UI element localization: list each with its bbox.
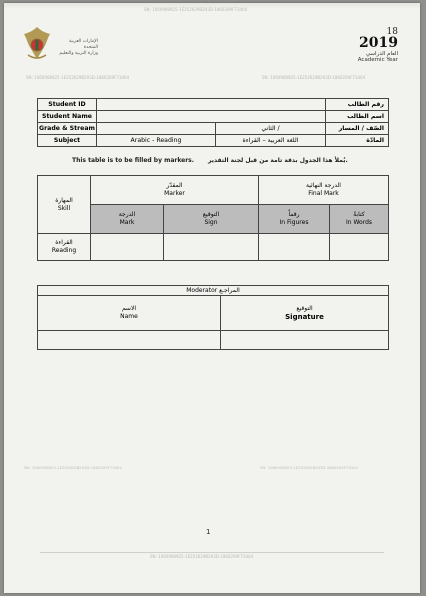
markers-note-ar: يُملأ هذا الجدول بدقة تامة من قبل لجنة التقدير. (208, 157, 348, 164)
uae-emblem-icon (22, 25, 52, 61)
markers-note-en: This table is to be filled by markers. (72, 157, 195, 164)
name-header-ar: الاسم (121, 305, 137, 312)
subject-label: Subject (38, 135, 97, 147)
table-row (38, 123, 389, 135)
table-row (38, 296, 389, 331)
in-words-header-ar: كتابةً (353, 211, 365, 218)
reading-words-field[interactable] (330, 234, 389, 261)
grade-stream-value-en[interactable] (97, 123, 216, 135)
reading-figures-field[interactable] (259, 234, 330, 261)
moderator-header (38, 286, 389, 296)
table-row (38, 234, 389, 261)
watermark-bottom-right: SN: 1060908925-1E252629B293D-1860209F73404 (260, 465, 358, 470)
reading-label-ar: القراءة (55, 239, 73, 246)
watermark-right-1: SN: 1060908925-1E252629B293D-1860209F73404 (262, 75, 366, 80)
watermark-top: SN: 1060908925-1E252629B293D-1860209F73404 (144, 7, 248, 12)
mark-column-header (91, 205, 164, 234)
table-row (38, 99, 389, 111)
signature-header-ar: التوقيع (296, 305, 313, 312)
final-mark-header-en: Final Mark (308, 190, 339, 197)
reading-skill-cell (38, 234, 91, 261)
table-row (38, 111, 389, 123)
skill-header-ar: المهارة (55, 196, 73, 204)
sign-header-en: Sign (204, 219, 218, 226)
student-id-label: Student ID (38, 99, 97, 111)
in-words-header-en: In Words (345, 219, 373, 226)
moderator-name-field[interactable] (38, 331, 221, 350)
sign-column-header (164, 205, 259, 234)
student-name-label-ar: اسم الطالب (326, 111, 389, 123)
footer-divider (40, 552, 384, 553)
moderator-header-ar: المراجـع (219, 286, 240, 294)
page-number: 1 (206, 528, 211, 536)
subject-label-ar: المادّة (326, 135, 389, 147)
skill-header-en: Skill (57, 204, 71, 212)
academic-year-en: Academic Year (357, 57, 398, 63)
table-row (38, 176, 389, 205)
ministry-line-1: الإمارات العربية المتحدة (69, 39, 98, 50)
marker-header-ar: المقدّر (166, 182, 183, 189)
grade-stream-label-ar: الصّف / المسار (326, 123, 389, 135)
student-name-field[interactable] (97, 111, 326, 123)
reading-sign-field[interactable] (164, 234, 259, 261)
academic-year-box (358, 27, 398, 63)
student-id-field[interactable] (97, 99, 326, 111)
exam-sheet (4, 3, 420, 593)
name-header-en: Name (120, 313, 138, 320)
skill-header (38, 176, 91, 234)
grade-stream-value-ar[interactable]: الثاني / (216, 123, 326, 135)
final-mark-header (259, 176, 389, 205)
moderator-table (37, 285, 389, 350)
in-figures-header-en: In Figures (279, 219, 309, 226)
student-id-label-ar: رقم الطالب (326, 99, 389, 111)
moderator-signature-field[interactable] (221, 331, 389, 350)
marker-header-en: Marker (164, 190, 185, 197)
marker-header (91, 176, 259, 205)
student-info-table (37, 98, 389, 147)
sign-header-ar: التوقيع (202, 211, 220, 218)
reading-label-en: Reading (51, 247, 77, 254)
mark-header-en: Mark (119, 219, 135, 226)
subject-value-en: Arabic - Reading (97, 135, 216, 147)
year: 2019 (359, 35, 398, 51)
ministry-name (54, 39, 98, 57)
subject-value-ar: اللغة العربية – القراءة (216, 135, 326, 147)
in-figures-header-ar: رقماً (288, 211, 300, 218)
mark-header-ar: الدرجة (118, 211, 136, 218)
watermark-left-1: SN: 1060908925-1E252629B293D-1860209F73404 (26, 75, 130, 80)
signature-header-en: Signature (285, 313, 324, 321)
signature-column-header (221, 296, 389, 331)
academic-year-ar: العام الدراسي (365, 51, 398, 57)
watermark-footer: SN: 1060908925-1E252629B293D-1860209F73404 (150, 554, 254, 559)
ministry-line-2: وزارة التربية والتعليم (59, 51, 98, 56)
reading-mark-field[interactable] (91, 234, 164, 261)
student-name-label: Student Name (38, 111, 97, 123)
year-prefix: 18 (386, 27, 398, 37)
grade-stream-label: Grade & Stream (38, 123, 97, 135)
table-row (38, 286, 389, 296)
name-column-header (38, 296, 221, 331)
in-words-column-header (330, 205, 389, 234)
moderator-header-en: Moderator (186, 286, 218, 294)
table-row (38, 135, 389, 147)
table-row (38, 205, 389, 234)
final-mark-header-ar: الدرجة النهائية (306, 182, 341, 189)
in-figures-column-header (259, 205, 330, 234)
watermark-bottom-left: SN: 1060908925-1E252629B293D-1860209F73404 (24, 465, 122, 470)
table-row (38, 331, 389, 350)
marks-table (37, 175, 389, 261)
